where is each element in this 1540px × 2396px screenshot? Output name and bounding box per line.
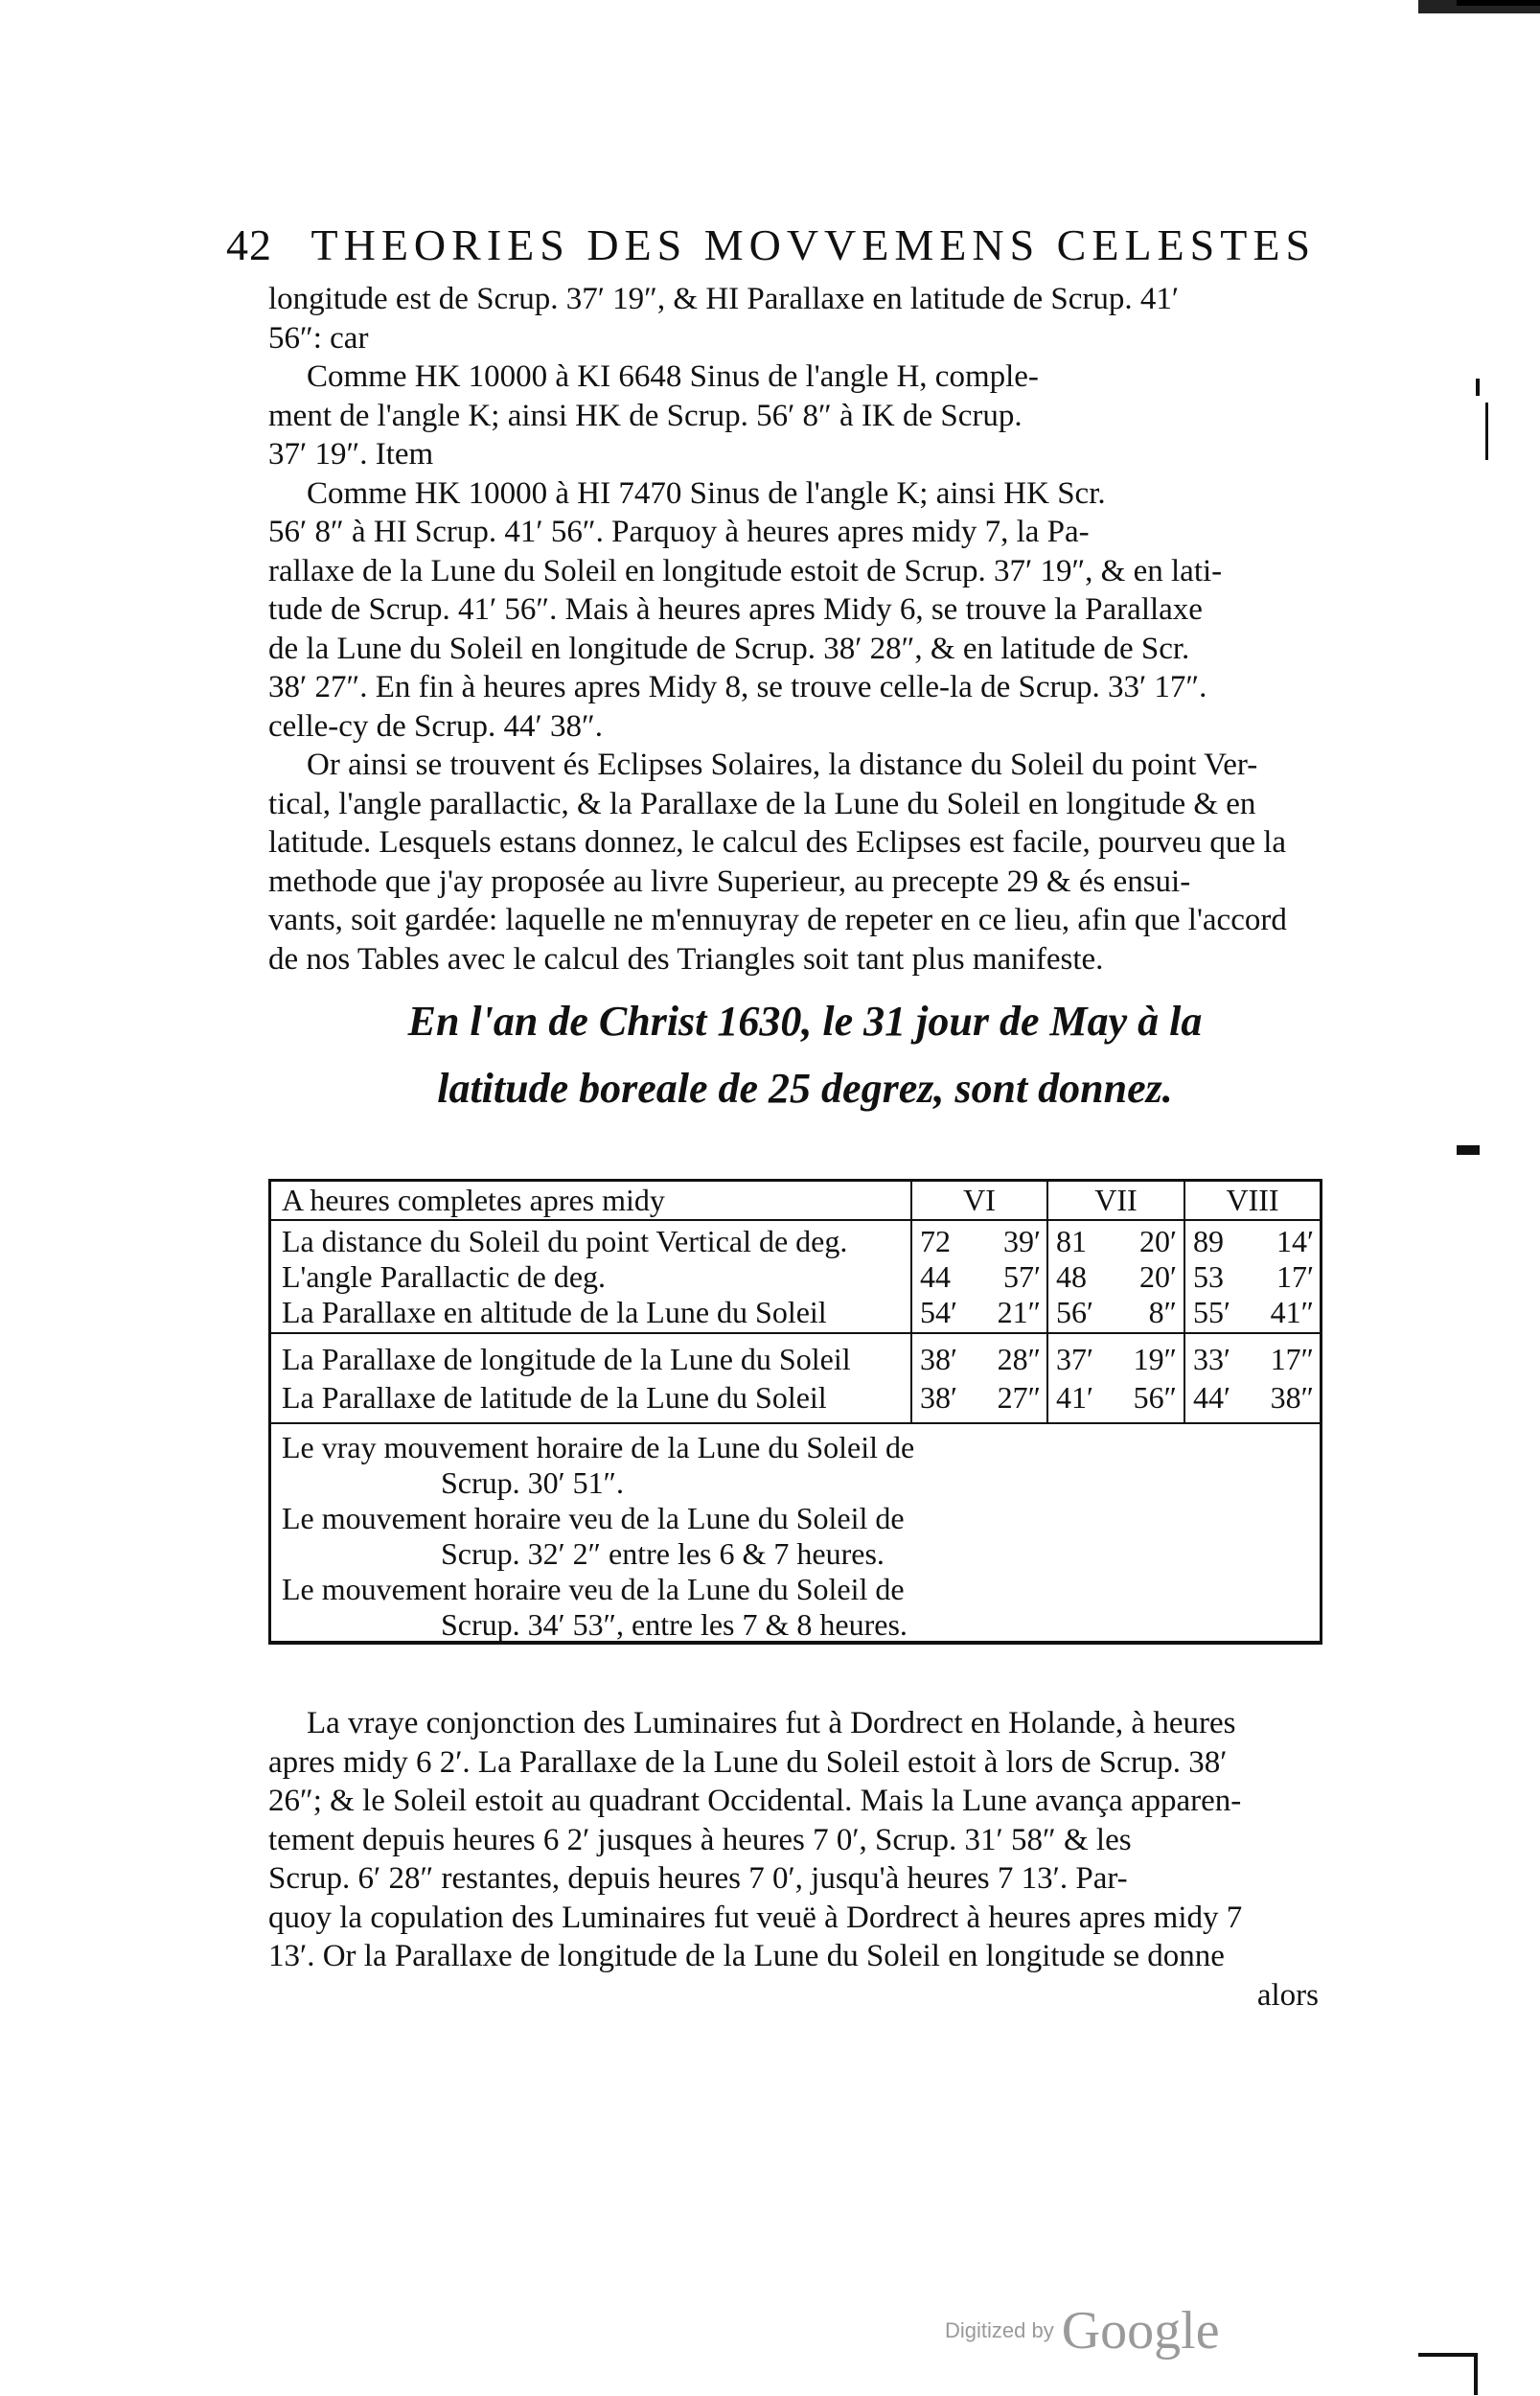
table-cell: 56″: [1133, 1380, 1177, 1415]
table-note: Le mouvement horaire veu de la Lune du Soleil de: [282, 1501, 905, 1535]
table-cell: 44: [920, 1259, 951, 1294]
text-line: tical, l'angle parallactic, & la Parallaxe de la Lune du Soleil en longitude & en: [268, 786, 1256, 821]
digitized-by-label: Digitized by: [945, 2318, 1054, 2342]
row-label: La Parallaxe de longitude de la Lune du Soleil: [282, 1342, 851, 1376]
table-cell: 39′: [1003, 1224, 1041, 1258]
table-cell: 17″: [1270, 1342, 1314, 1376]
page-number: 42: [226, 220, 272, 269]
text-line: Or ainsi se trouvent és Eclipses Solaires, la distance du Soleil du point Ver-: [307, 748, 1258, 782]
paragraph-1: [268, 280, 1342, 979]
scan-edge: [1457, 0, 1540, 6]
text-line: 56′ 8″ à HI Scrup. 41′ 56″. Parquoy à heures apres midy 7, la Pa-: [268, 515, 1090, 549]
table-cell: 37′: [1056, 1342, 1093, 1376]
table-caption: latitude boreale de 25 degrez, sont donnez.: [437, 1065, 1173, 1112]
text-line: Comme HK 10000 à KI 6648 Sinus de l'angle H, comple-: [307, 359, 1039, 394]
text-line: La vraye conjonction des Luminaires fut à Dordrect en Holande, à heures: [307, 1706, 1236, 1740]
table-cell: 38′: [920, 1342, 957, 1376]
table-cell: 57′: [1003, 1259, 1041, 1294]
table-cell: 41″: [1270, 1295, 1314, 1329]
text-line: tement depuis heures 6 2′ jusques à heures 7 0′, Scrup. 31′ 58″ & les: [268, 1822, 1132, 1857]
table-note: Le mouvement horaire veu de la Lune du Soleil de: [282, 1572, 905, 1606]
google-logo: Google: [1061, 2301, 1220, 2361]
text-line: 37′ 19″. Item: [268, 437, 434, 472]
text-line: 56″: car: [268, 320, 369, 356]
table-cell: 81: [1056, 1224, 1087, 1258]
table-cell: 21″: [997, 1295, 1041, 1329]
text-line: Comme HK 10000 à HI 7470 Sinus de l'angle K; ainsi HK Scr.: [307, 475, 1106, 511]
margin-mark: [1418, 2353, 1476, 2357]
text-line: rallaxe de la Lune du Soleil en longitude estoit de Scrup. 37′ 19″, & en lati-: [268, 553, 1223, 588]
table-note: Scrup. 32′ 2″ entre les 6 & 7 heures.: [441, 1536, 885, 1571]
table-note: Scrup. 30′ 51″.: [441, 1465, 624, 1500]
table-cell: 48: [1056, 1259, 1087, 1294]
text-line: 26″; & le Soleil estoit au quadrant Occidental. Mais la Lune avança apparen-: [268, 1784, 1242, 1818]
table-header-label: A heures completes apres midy: [282, 1183, 665, 1217]
table-rule: [268, 1332, 1322, 1334]
column-header: VII: [1094, 1183, 1138, 1217]
catchword: alors: [1256, 1977, 1319, 2013]
text-line: vants, soit gardée: laquelle ne m'ennuyray de repeter en ce lieu, afin que l'accord: [268, 903, 1287, 937]
table-cell: 19″: [1133, 1342, 1177, 1376]
margin-mark: [1485, 403, 1488, 460]
table-cell: 54′: [920, 1295, 957, 1329]
text-line: apres midy 6 2′. La Parallaxe de la Lune du Soleil estoit à lors de Scrup. 38′: [268, 1744, 1228, 1780]
table-cell: 53: [1193, 1259, 1224, 1294]
table-cell: 38″: [1270, 1380, 1314, 1415]
parallax-table: [268, 1179, 1327, 1650]
text-line: longitude est de Scrup. 37′ 19″, & HI Parallaxe en latitude de Scrup. 41′: [268, 282, 1180, 316]
text-line: de nos Tables avec le calcul des Triangles soit tant plus manifeste.: [268, 941, 1104, 977]
table-note: Scrup. 34′ 53″, entre les 7 & 8 heures.: [441, 1607, 908, 1642]
text-line: tude de Scrup. 41′ 56″. Mais à heures apres Midy 6, se trouve la Parallaxe: [268, 592, 1203, 627]
table-note: Le vray mouvement horaire de la Lune du Soleil de: [282, 1430, 915, 1464]
table-cell: 72: [920, 1224, 951, 1258]
table-rule: [268, 1422, 1322, 1424]
table-rule: [268, 1219, 1322, 1221]
digitized-by-watermark: [945, 2300, 1220, 2361]
table-cell: 33′: [1193, 1342, 1230, 1376]
text-line: ment de l'angle K; ainsi HK de Scrup. 56′ 8″ à IK de Scrup.: [268, 398, 1023, 433]
text-line: de la Lune du Soleil en longitude de Scrup. 38′ 28″, & en latitude de Scr.: [268, 631, 1190, 666]
margin-mark: [1476, 379, 1480, 396]
text-line: latitude. Lesquels estans donnez, le calcul des Eclipses est facile, pourveu que la: [268, 825, 1287, 860]
text-line: methode que j'ay proposée au livre Superieur, au precepte 29 & és ensui-: [268, 864, 1191, 899]
text-line: quoy la copulation des Luminaires fut veuë à Dordrect à heures apres midy 7: [268, 1900, 1243, 1935]
margin-mark: [1457, 1145, 1480, 1155]
column-header: VI: [963, 1183, 996, 1217]
table-cell: 14′: [1276, 1224, 1314, 1258]
text-line: Scrup. 6′ 28″ restantes, depuis heures 7 0′, jusqu'à heures 7 13′. Par-: [268, 1861, 1128, 1896]
table-cell: 89: [1193, 1224, 1224, 1258]
table-cell: 41′: [1056, 1380, 1093, 1415]
table-cell: 56′: [1056, 1295, 1093, 1329]
row-label: La Parallaxe de latitude de la Lune du Soleil: [282, 1380, 827, 1415]
running-title: THEORIES DES MOVVEMENS CELESTES: [310, 220, 1317, 269]
table-cell: 38′: [920, 1380, 957, 1415]
margin-mark: [1474, 2353, 1478, 2395]
table-cell: 44′: [1193, 1380, 1230, 1415]
text-line: 13′. Or la Parallaxe de longitude de la Lune du Soleil en longitude se donne: [268, 1939, 1225, 1973]
text-line: celle-cy de Scrup. 44′ 38″.: [268, 708, 604, 744]
row-label: La Parallaxe en altitude de la Lune du Soleil: [282, 1295, 827, 1329]
running-header: [226, 219, 1317, 272]
row-label: La distance du Soleil du point Vertical de deg.: [282, 1224, 848, 1258]
table-cell: 27″: [997, 1380, 1041, 1415]
paragraph-2: [268, 1704, 1342, 2015]
table-cell: 20′: [1139, 1224, 1177, 1258]
column-header: VIII: [1226, 1183, 1279, 1217]
table-cell: 17′: [1276, 1259, 1314, 1294]
table-cell: 20′: [1139, 1259, 1177, 1294]
table-cell: 8″: [1148, 1295, 1177, 1329]
row-label: L'angle Parallactic de deg.: [282, 1259, 607, 1294]
table-cell: 28″: [997, 1342, 1041, 1376]
table-cell: 55′: [1193, 1295, 1230, 1329]
table-caption: En l'an de Christ 1630, le 31 jour de May à la: [407, 998, 1203, 1045]
text-line: 38′ 27″. En fin à heures apres Midy 8, se trouve celle-la de Scrup. 33′ 17″.: [268, 670, 1207, 704]
